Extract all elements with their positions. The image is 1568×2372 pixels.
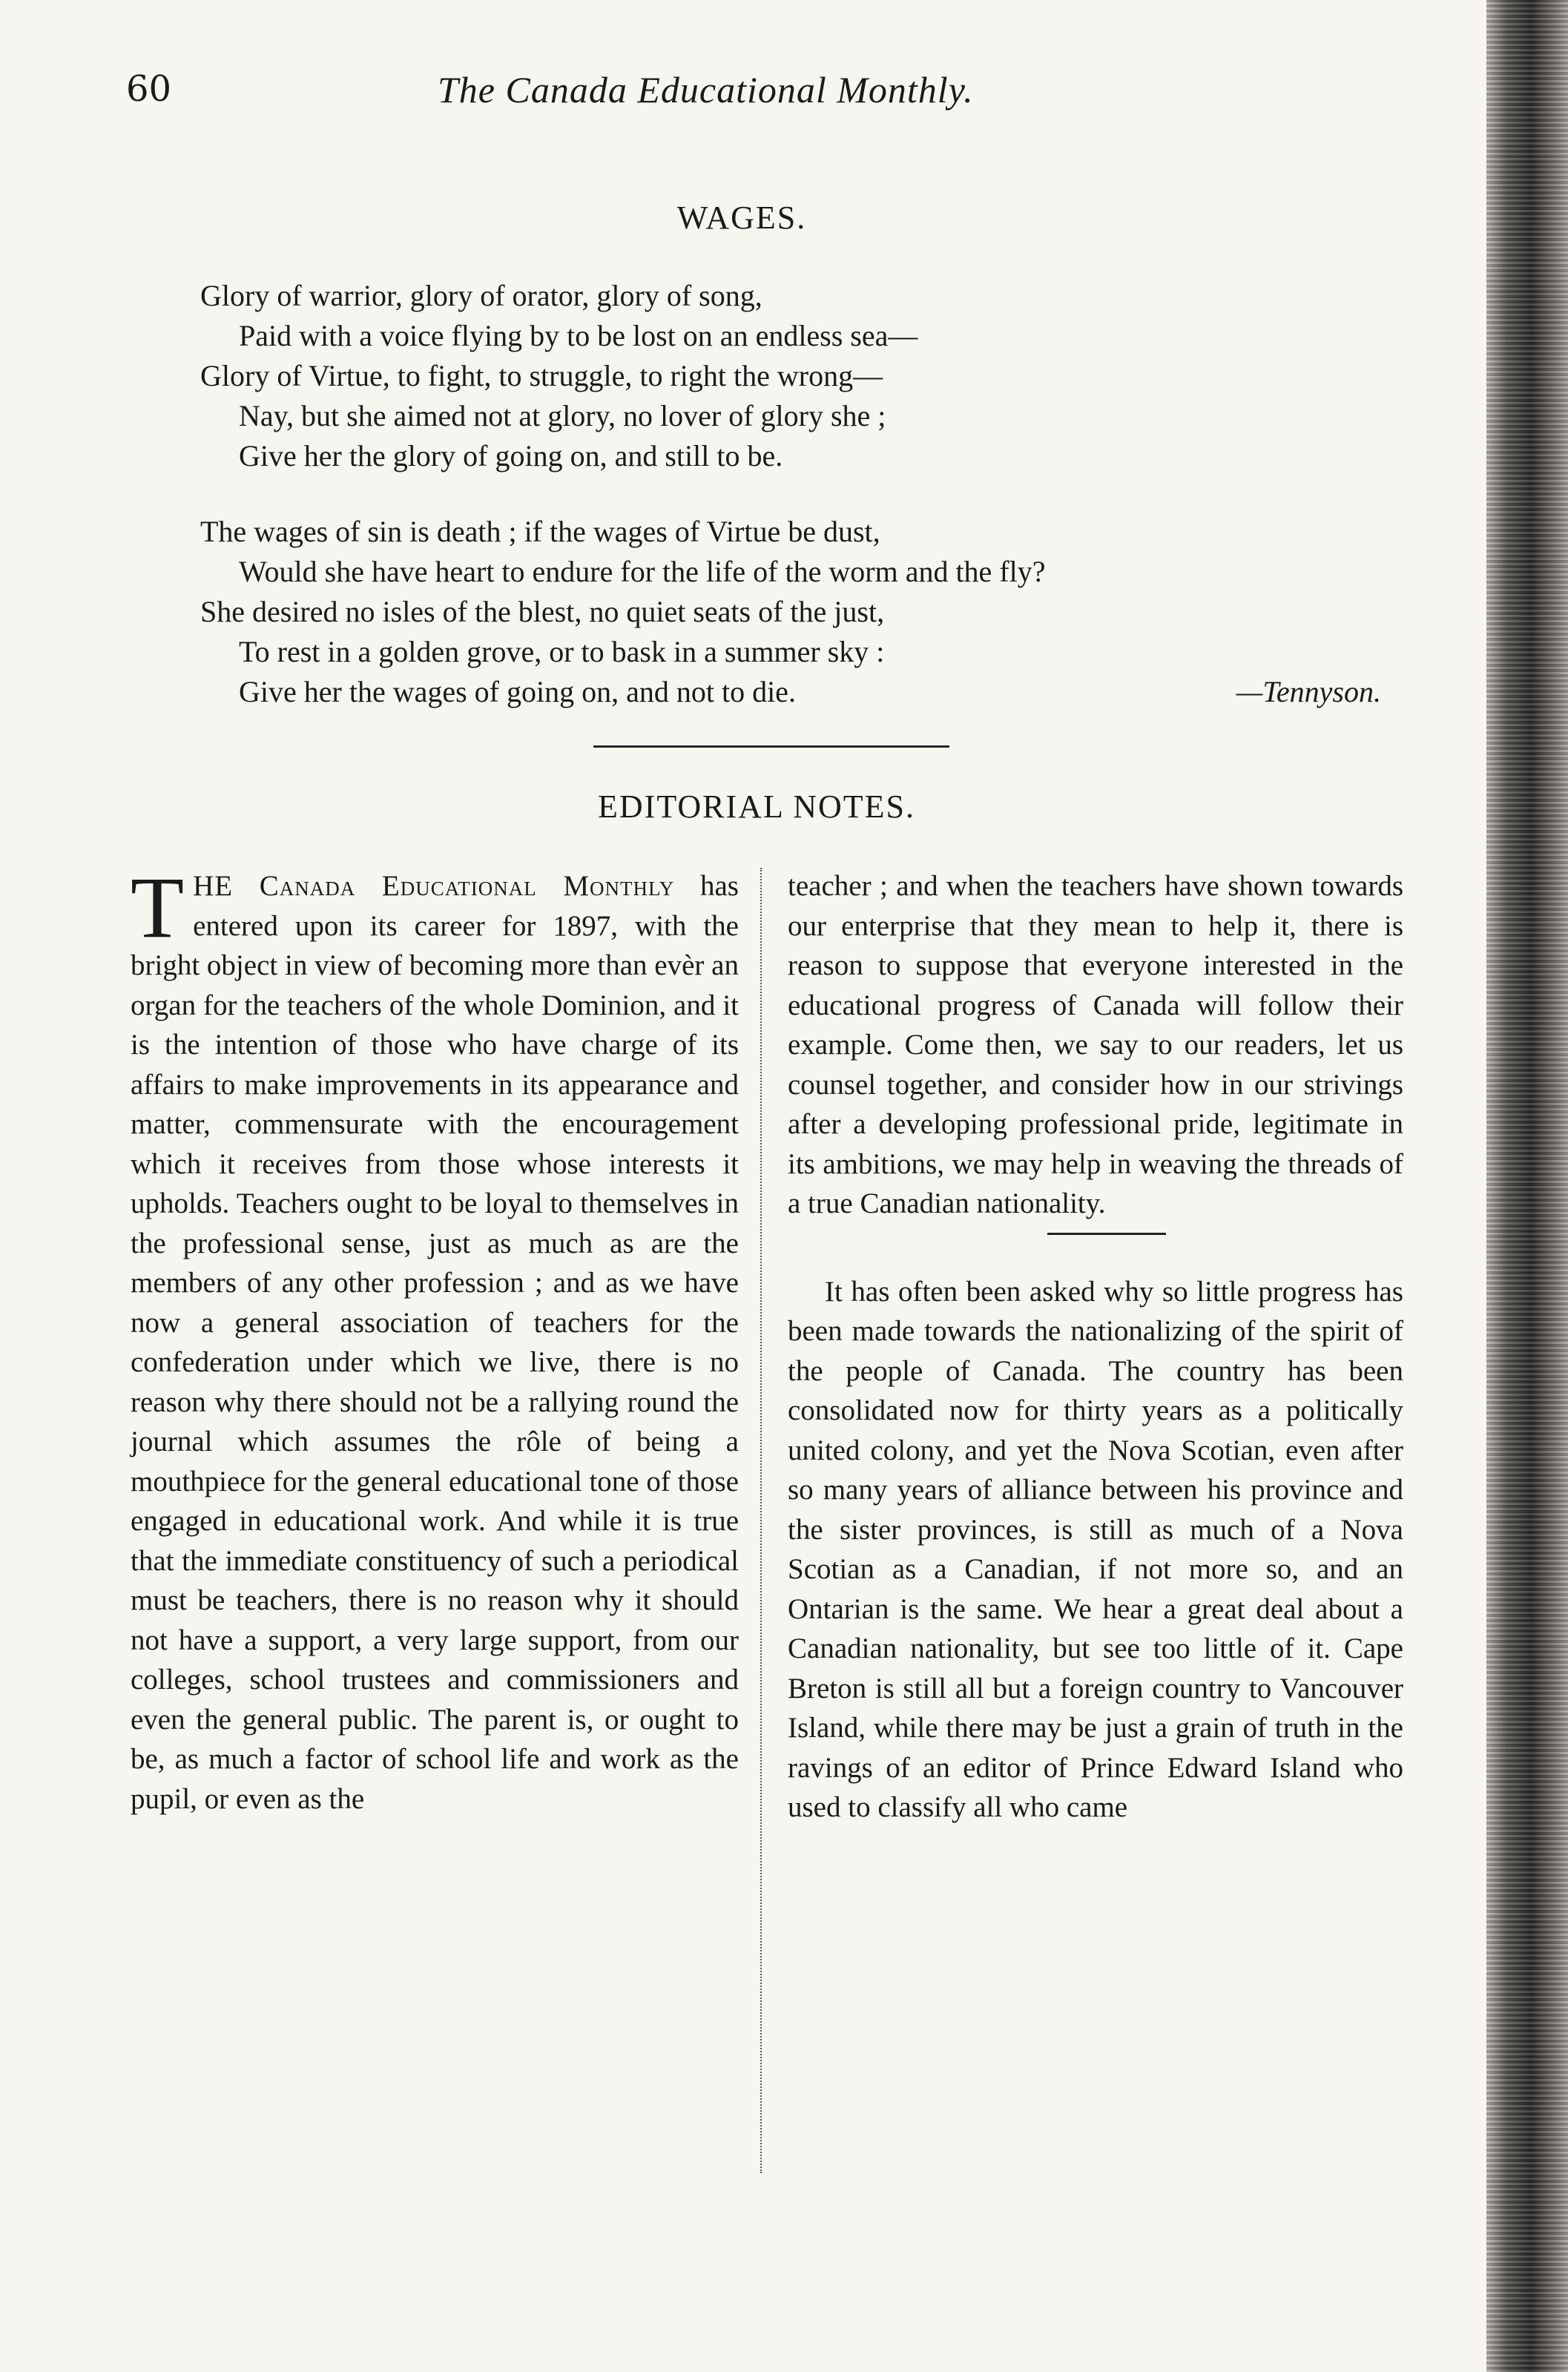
poem-line: Give her the glory of going on, and still to be. bbox=[239, 439, 783, 472]
column-divider bbox=[760, 868, 762, 2173]
editorial-left-column bbox=[131, 859, 739, 1819]
poem-line bbox=[200, 672, 1402, 712]
scanned-page-edge bbox=[1486, 0, 1568, 2372]
poem-line: Glory of Virtue, to fight, to struggle, to right the wrong— bbox=[200, 359, 883, 392]
editorial-paragraph: teacher ; and when the teachers have shown towards our enterprise that they mean to help it, there is reason to suppose that everyone interested in the educational progress of Canada will follow their example. Come then, we say to our readers, let us counsel together, and consider how in our strivings after a developing professional pride, legitimate in its ambitions, we may help in weaving the threads of a true Canadian nationality. bbox=[788, 870, 1403, 1219]
poem-attribution: —Tennyson. bbox=[1236, 675, 1381, 708]
section-divider bbox=[593, 745, 949, 748]
poem-line: To rest in a golden grove, or to bask in a summer sky : bbox=[239, 635, 885, 668]
poem-line: Would she have heart to endure for the life of the worm and the fly? bbox=[239, 555, 1046, 588]
poem-line: Glory of warrior, glory of orator, glory of song, bbox=[200, 279, 762, 312]
editorial-paragraph: has entered upon its career for 1897, with the bright object in view of becoming more than evèr an organ for the teachers of the whole Dominion, and it is the intention of those who have charge of its affairs to make improvements in its appearance and matter, commensurate with the encouragement which it receives from those whose interests it upholds. Teachers ought to be loyal to themselves in the professional sense, just as much as are the members of any other profession ; and as we have now a general association of teachers for the confederation under which we live, there is no reason why there should not be a rallying round the journal which assumes the rôle of being a mouthpiece for the general educational tone of those engaged in educational work. And while it is true that the immediate constituency of such a periodical must be teachers, there is no reason why it should not have a support, a very large support, from our colleges, school trustees and commissioners and even the general public. The parent is, or ought to be, as much a factor of school life and work as the pupil, or even as the bbox=[131, 870, 739, 1815]
page-header bbox=[126, 68, 1135, 120]
poem-line-text: Give her the wages of going on, and not to die. bbox=[239, 675, 796, 708]
editorial-right-column bbox=[788, 866, 1403, 1828]
poem-line: Paid with a voice flying by to be lost on an endless sea— bbox=[239, 319, 918, 352]
running-title: The Canada Educational Monthly. bbox=[438, 69, 974, 111]
page-number: 60 bbox=[126, 68, 172, 110]
poem-line: Nay, but she aimed not at glory, no lover of glory she ; bbox=[239, 399, 886, 432]
poem-line: The wages of sin is death ; if the wages of Virtue be dust, bbox=[200, 515, 880, 548]
poem-stanza-2 bbox=[200, 512, 1402, 712]
poem-title: WAGES. bbox=[676, 200, 807, 236]
drop-cap: T bbox=[131, 859, 185, 956]
paragraph-divider bbox=[1047, 1233, 1166, 1235]
section-title: EDITORIAL NOTES. bbox=[598, 788, 915, 825]
editorial-paragraph: It has often been asked why so little progress has been made towards the nationalizing of the spirit of the people of Canada. The country has been consolidated now for thirty years as a politically united colony, and yet the Nova Scotian, even after so many years of alliance between his province and the sister provinces, is still as much of a Nova Scotian as a Canadian, if not more so, and an Ontarian is the same. We hear a great deal about a Canadian nationality, but see too little of it. Cape Breton is still all but a foreign country to Vancouver Island, while there may be just a grain of truth in the ravings of an editor of Prince Edward Island who used to classify all who came bbox=[788, 1275, 1403, 1823]
opening-smallcaps: HE Canada Educational Monthly bbox=[193, 870, 675, 902]
poem-stanza-1 bbox=[200, 276, 1402, 476]
poem-line: She desired no isles of the blest, no quiet seats of the just, bbox=[200, 595, 885, 628]
